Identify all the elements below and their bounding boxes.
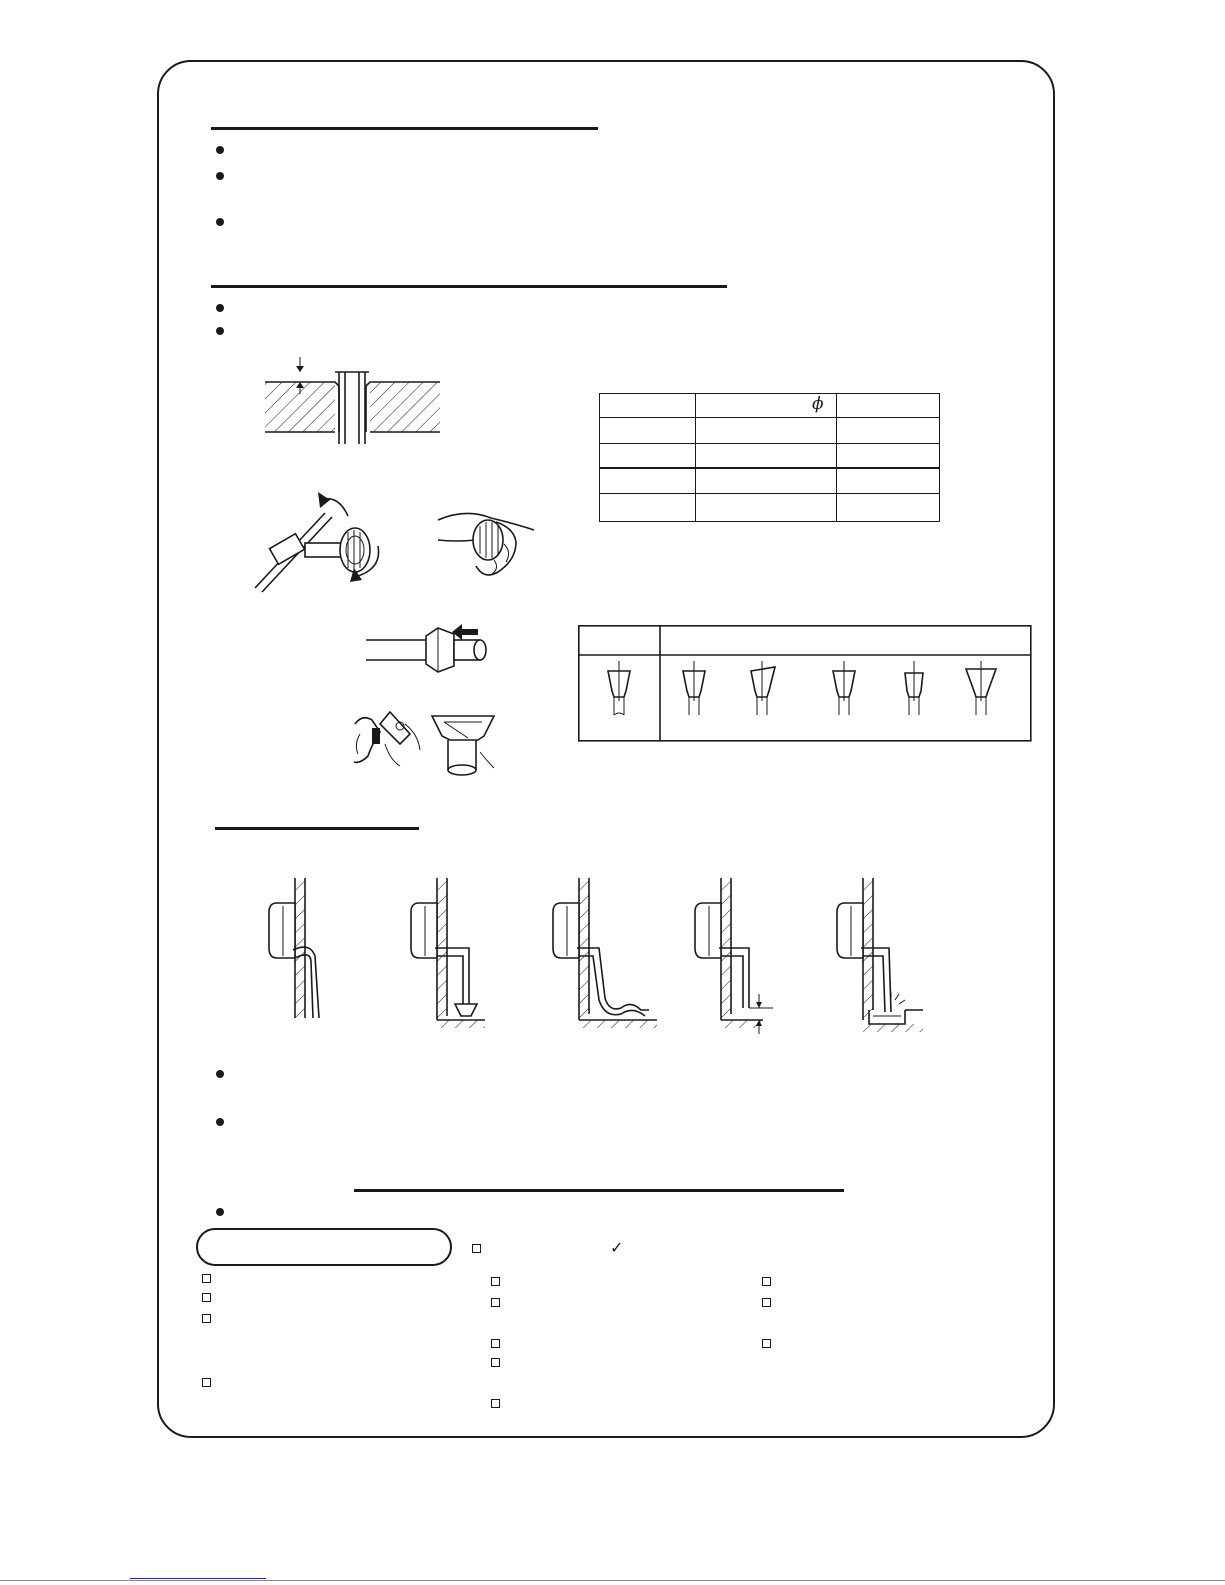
table-cell (696, 468, 837, 494)
flare-shape-bad (905, 661, 923, 715)
table-cell (837, 394, 940, 418)
table-cell (600, 418, 696, 444)
bullet-dot-icon (216, 327, 224, 335)
checkbox-icon[interactable] (762, 1277, 771, 1286)
flare-inspection-chart (578, 625, 1033, 743)
bullet-dot-icon (216, 1118, 224, 1126)
table-cell (696, 394, 837, 418)
bullet-dot-icon (216, 304, 224, 312)
bullet-dot-icon (216, 1070, 224, 1078)
checkbox-icon[interactable] (472, 1244, 481, 1253)
drain-hose-panel (695, 878, 773, 1034)
section-heading-rule (211, 285, 727, 288)
flare-shape-bad (833, 661, 855, 715)
checklist-heading-box (196, 1228, 452, 1266)
table-cell (837, 494, 940, 522)
pipe-protrusion-illustration (255, 352, 445, 447)
checkbox-icon[interactable] (491, 1277, 500, 1286)
reamer-illustration (436, 500, 546, 585)
pipe-cutter-illustration (250, 488, 400, 598)
checkbox-icon[interactable] (202, 1274, 211, 1283)
checkbox-icon[interactable] (202, 1314, 211, 1323)
drain-hose-routing-illustrations (265, 878, 930, 1038)
table-cell (696, 494, 837, 522)
bullet-dot-icon (216, 218, 224, 226)
checkbox-icon[interactable] (491, 1298, 500, 1307)
footer-link-underline[interactable] (130, 1578, 266, 1579)
drain-hose-panel (553, 878, 657, 1028)
flaring-tool-illustration (350, 704, 430, 772)
section-heading-rule (211, 127, 598, 130)
table-cell (600, 394, 696, 418)
drain-hose-panel (269, 878, 319, 1018)
table-cell (600, 444, 696, 468)
footer-line (0, 1580, 1225, 1581)
bullet-dot-icon (216, 172, 224, 180)
table-cell (600, 494, 696, 522)
checkbox-icon[interactable] (202, 1293, 211, 1302)
drain-hose-panel (411, 878, 485, 1028)
checkbox-icon[interactable] (762, 1298, 771, 1307)
table-cell (696, 418, 837, 444)
checkbox-icon[interactable] (491, 1339, 500, 1348)
table-cell (837, 444, 940, 468)
table-cell (837, 468, 940, 494)
checkbox-icon[interactable] (491, 1399, 500, 1408)
flared-pipe-end-illustration (430, 712, 500, 777)
check-mark-icon: ✓ (610, 1238, 624, 1257)
flare-shape-bad (683, 661, 705, 715)
flare-nut-illustration (366, 620, 496, 680)
table-cell (600, 468, 696, 494)
pipe-dimension-table (599, 393, 940, 522)
table-cell (696, 444, 837, 468)
drain-hose-panel (837, 878, 923, 1032)
checkbox-icon[interactable] (202, 1378, 211, 1387)
flare-shape-bad (966, 661, 996, 715)
bullet-dot-icon (216, 146, 224, 154)
flare-shape-bad (751, 661, 775, 715)
section-heading-rule (354, 1189, 844, 1192)
checkbox-icon[interactable] (762, 1339, 771, 1348)
section-heading-rule (215, 827, 419, 830)
bullet-dot-icon (216, 1208, 224, 1216)
flare-shape-good (608, 661, 630, 715)
diameter-symbol: ϕ (812, 394, 824, 414)
table-cell (837, 418, 940, 444)
checkbox-icon[interactable] (491, 1358, 500, 1367)
